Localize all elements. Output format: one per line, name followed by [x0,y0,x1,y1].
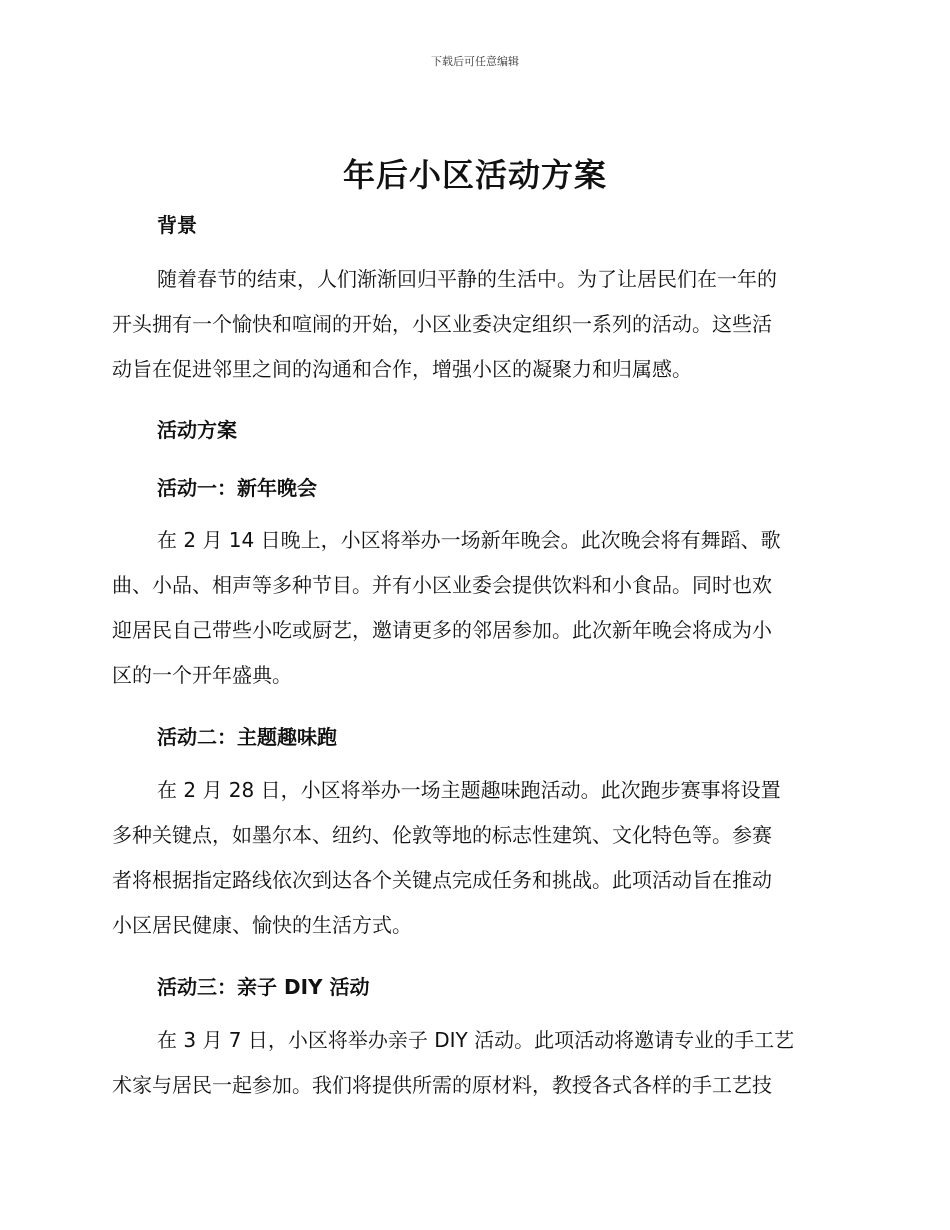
heading-activity-3: 活动三：亲子 DIY 活动 [157,975,370,999]
text-line: 者将根据指定路线依次到达各个关键点完成任务和挑战。此项活动旨在推动 [112,868,772,892]
heading-plan: 活动方案 [157,418,237,442]
text-line: 多种关键点，如墨尔本、纽约、伦敦等地的标志性建筑、文化特色等。参赛 [112,823,772,847]
paragraph-activity-2 [112,768,832,948]
text-line: 曲、小品、相声等多种节目。并有小区业委会提供饮料和小食品。同时也欢 [112,573,772,597]
text-line: 在 2 月 14 日晚上，小区将举办一场新年晚会。此次晚会将有舞蹈、歌 [157,528,781,552]
text-line: 迎居民自己带些小吃或厨艺，邀请更多的邻居参加。此次新年晚会将成为小 [112,618,772,642]
heading-activity-1: 活动一：新年晚会 [157,476,317,500]
text-line: 小区居民健康、愉快的生活方式。 [112,913,412,937]
heading-activity-2: 活动二：主题趣味跑 [157,725,337,749]
text-line: 区的一个开年盛典。 [112,663,292,687]
document-title: 年后小区活动方案 [342,156,607,194]
text-line: 术家与居民一起参加。我们将提供所需的原材料，教授各式各样的手工艺技 [112,1073,772,1097]
text-line: 动旨在促进邻里之间的沟通和合作，增强小区的凝聚力和归属感。 [112,357,692,381]
text-line: 开头拥有一个愉快和喧闹的开始，小区业委决定组织一系列的活动。这些活 [112,312,772,336]
page-header: 下载后可任意编辑 [431,55,519,68]
text-line: 在 2 月 28 日，小区将举办一场主题趣味跑活动。此次跑步赛事将设置 [157,778,781,802]
text-line: 随着春节的结束，人们渐渐回归平静的生活中。为了让居民们在一年的 [157,267,777,291]
paragraph-background [112,257,832,392]
paragraph-activity-1 [112,518,832,698]
text-line: 在 3 月 7 日，小区将举办亲子 DIY 活动。此项活动将邀请专业的手工艺 [157,1028,795,1052]
paragraph-activity-3 [112,1018,832,1108]
heading-background: 背景 [157,213,197,237]
